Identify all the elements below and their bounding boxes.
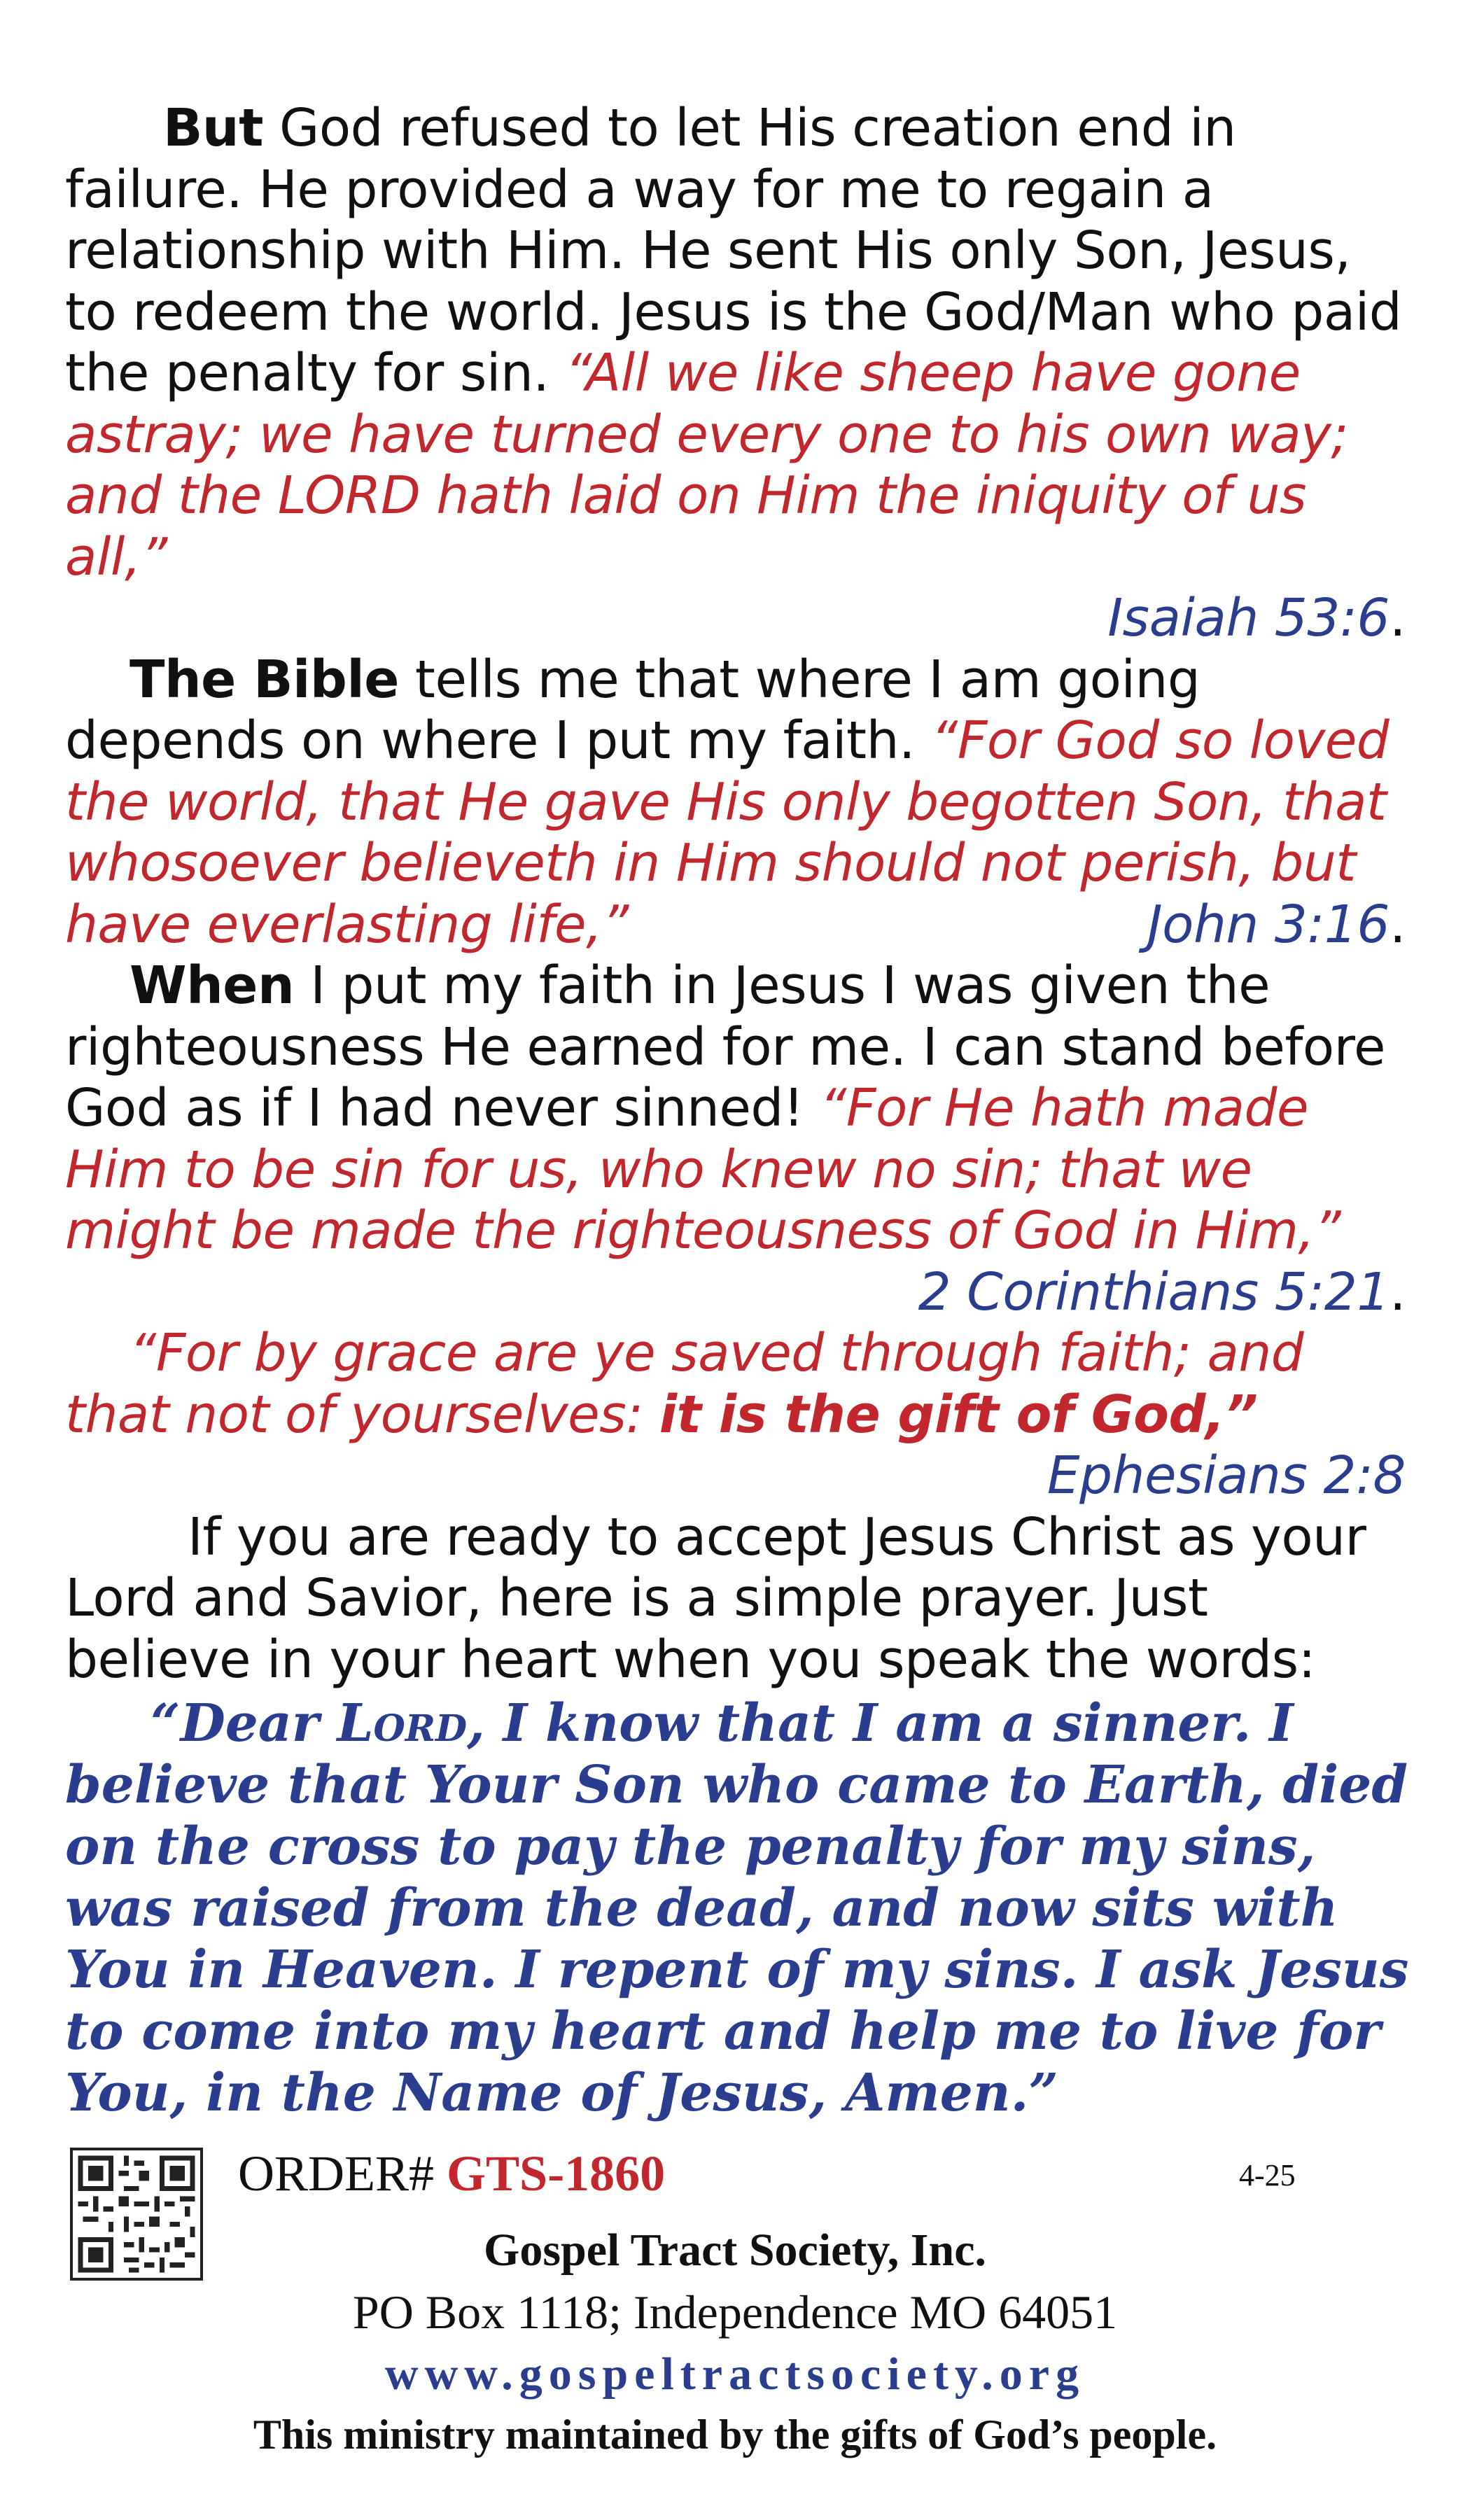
- paragraph-righteousness: [65, 955, 1406, 1323]
- ministry-statement: This ministry maintained by the gifts of God’s people.: [253, 2412, 1217, 2458]
- lead-word: But: [163, 98, 263, 158]
- sinners-prayer: [65, 1693, 1409, 2124]
- website-url: www.gospeltractsociety.org: [384, 2348, 1086, 2400]
- reference-line: John 3:16.: [1147, 894, 1406, 955]
- paragraph-grace: [65, 1323, 1406, 1507]
- scripture-reference: 2 Corinthians 5:21: [918, 1261, 1390, 1322]
- paragraph-text: I put my faith in Jesus I was given the righteousness He earned for me. I can stand before God as if I had never sinned!: [65, 955, 1385, 1138]
- scripture-emphasis: it is the gift of God,”: [659, 1384, 1258, 1445]
- lead-word: The Bible: [130, 649, 399, 710]
- scripture-quote: “For by grace are ye saved through faith; and that not of yourselves:: [65, 1323, 1304, 1445]
- prayer-lord: Lord: [337, 1693, 468, 1754]
- paragraph-faith: [65, 650, 1406, 956]
- paragraph-invitation: [65, 1507, 1406, 1691]
- paragraph-text: tells me that where I am going depends on where I put my faith.: [65, 649, 1200, 771]
- order-code: GTS-1860: [447, 2146, 666, 2202]
- tract-body: [65, 98, 1406, 1690]
- order-number: [238, 2142, 665, 2205]
- mailing-address: PO Box 1118; Independence MO 64051: [352, 2286, 1118, 2339]
- scripture-reference: John 3:16: [1147, 894, 1390, 955]
- prayer-open: “Dear: [150, 1693, 337, 1754]
- scripture-reference: Ephesians 2:8: [1046, 1446, 1406, 1506]
- reference-line: 2 Corinthians 5:21.: [918, 1261, 1406, 1322]
- reference-line: Isaiah 53:6.: [1107, 588, 1406, 648]
- lead-word: When: [130, 955, 295, 1016]
- organization-name: Gospel Tract Society, Inc.: [483, 2225, 986, 2276]
- paragraph-text: God refused to let His creation end in failure. He provided a way for me to regain a relationship with Him. He sent His only Son, Jesus, to redeem the world. Jesus is the God/Man who paid the penalty for sin.: [65, 98, 1402, 403]
- paragraph-redemption: [65, 98, 1406, 650]
- scripture-quote: “For He hath made Him to be sin for us, who knew no sin; that we might be made the righteousness of God in Him,”: [65, 1078, 1341, 1261]
- prayer-text: , I know that I am a sinner. I believe that Your Son who came to Earth, died on the cross to pay the penalty for my sins, was raised from the dead, and now sits with You in Heaven. I repent of my sins. I ask Jesus to come into my heart and help me to live for You, in the Name of Jesus, Amen.”: [65, 1693, 1409, 2123]
- paragraph-text: If you are ready to accept Jesus Christ as your Lord and Savior, here is a simple prayer. Just believe in your heart when you speak the words:: [65, 1506, 1366, 1690]
- order-label: ORDER#: [238, 2146, 447, 2202]
- edition-code: 4-25: [1239, 2158, 1296, 2192]
- reference-line: [65, 1446, 1406, 1507]
- scripture-quote: “For God so loved the world, that He gave His only begotten Son, that whosoever believeth in Him should not perish, but have everlasting life,”: [65, 710, 1390, 955]
- scripture-reference: Isaiah 53:6: [1107, 588, 1390, 648]
- scripture-quote: “All we like sheep have gone astray; we have turned every one to his own way; and the LORD hath laid on Him the iniquity of us all,”: [65, 343, 1348, 587]
